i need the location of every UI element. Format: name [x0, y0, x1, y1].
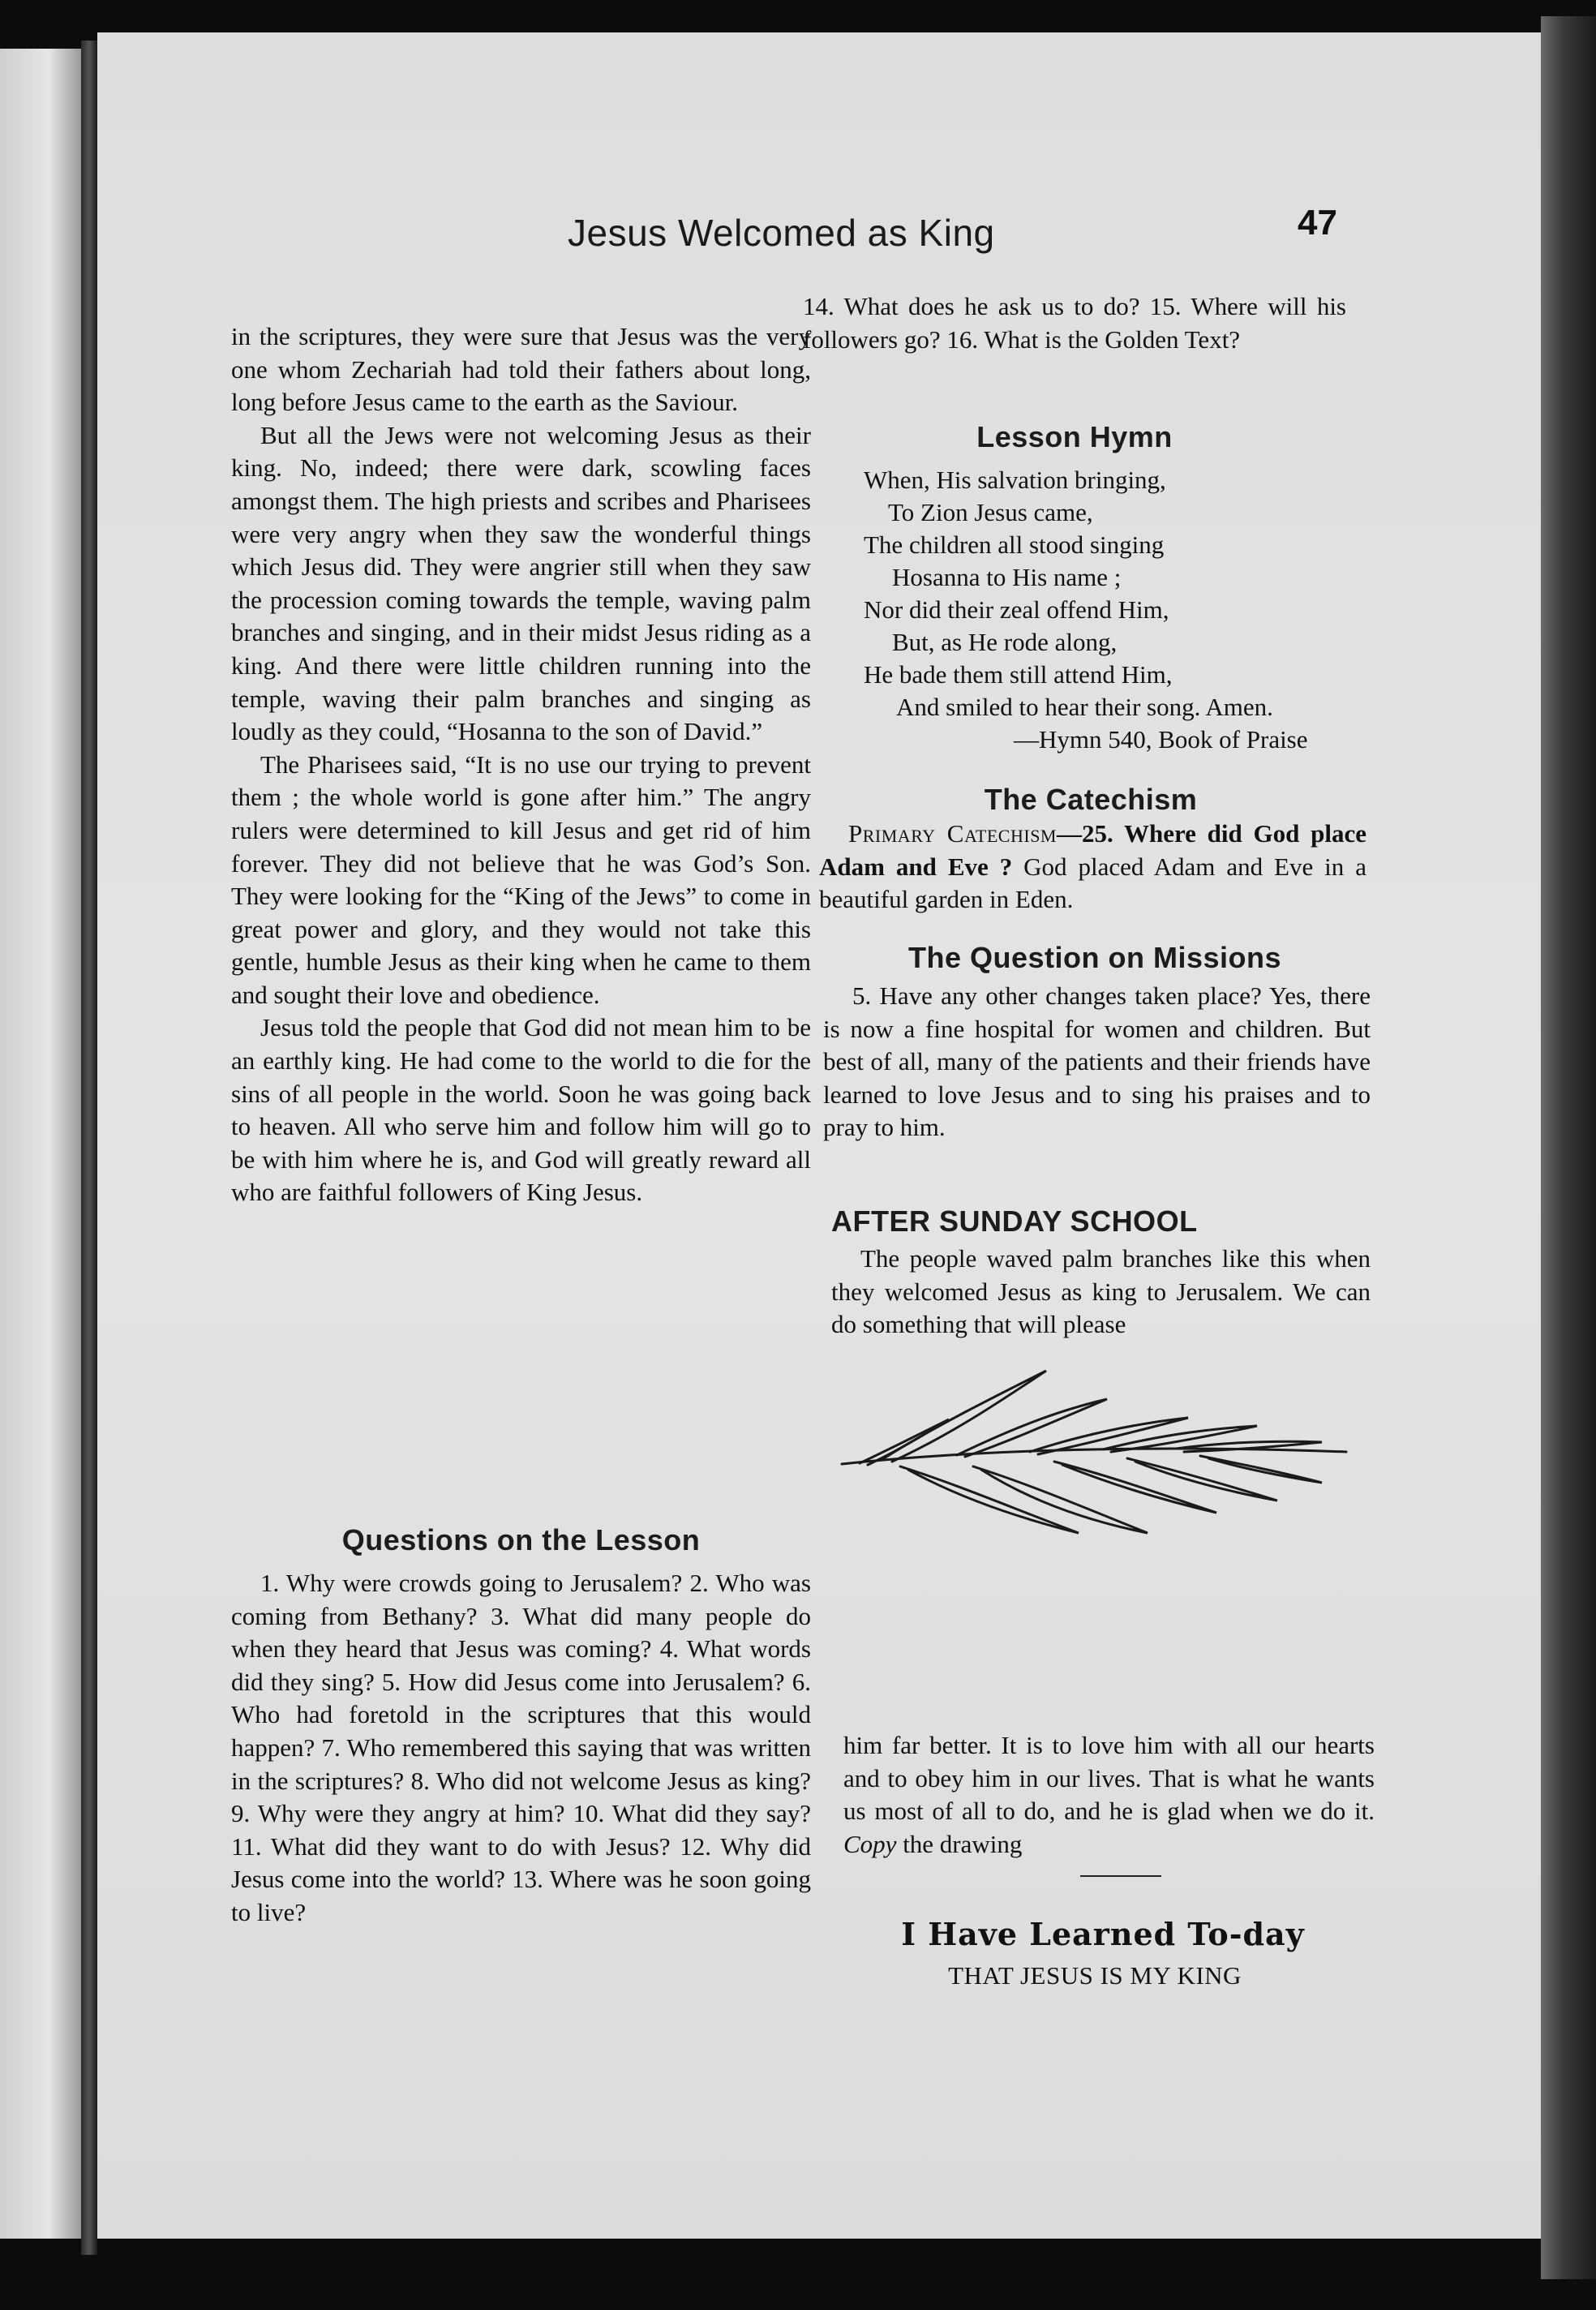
questions-heading: Questions on the Lesson	[341, 1523, 701, 1556]
questions-continued	[803, 290, 1346, 356]
after-text-bottom	[843, 1729, 1375, 1861]
after-block-bottom	[843, 1729, 1375, 1861]
hymn-line: To Zion Jesus came,	[888, 498, 1093, 526]
book-edge-right	[1541, 16, 1596, 2279]
left-column	[231, 320, 811, 1209]
divider-rule	[1080, 1875, 1161, 1877]
missions-text: 5. Have any other changes taken place? Yes, there is now a fine hospital for women and children. But best of all, many of the patients and their friends have learned to love Jesus and to sing his praises and to pray to him.	[823, 981, 1371, 1142]
after-block-top	[831, 1243, 1371, 1342]
hymn-heading: Lesson Hymn	[976, 420, 1173, 453]
questions-continued-text: 14. What does he ask us to do? 15. Where will his followers go? 16. What is the Golden Text?	[803, 292, 1346, 354]
questions-list	[231, 1567, 811, 1930]
after-copy-word: Copy	[843, 1829, 897, 1858]
book-spine	[81, 41, 97, 2255]
hymn-verse	[864, 464, 1366, 723]
hymn-line: And smiled to hear their song. Amen.	[896, 693, 1273, 721]
after-text-end: the drawing	[903, 1829, 1023, 1858]
hymn-line: The children all stood singing	[864, 530, 1165, 559]
questions-text: 1. Why were crowds going to Jerusalem? 2. Who was coming from Bethany? 3. What did many people do when they heard that Jesus was coming? 4. What words did they sing? 5. How did Jesus come into Jerusalem? 6. Who had foretold in the scriptures that this would happen? 7. Who remembered this saying that was written in the scriptures? 8. Who did not welcome Jesus as king? 9. Why were they angry at him? 10. What did they say? 11. What did they want to do with Jesus? 12. Why did Jesus come into the world? 13. Where was he soon going to live?	[231, 1569, 811, 1926]
after-text-top: The people waved palm branches like this when they welcomed Jesus as king to Jerusalem. We can do something that will please	[831, 1244, 1371, 1339]
book-page	[97, 32, 1541, 2239]
after-sunday-school-heading: AFTER SUNDAY SCHOOL	[831, 1204, 1198, 1238]
running-head: Jesus Welcomed as King	[568, 212, 995, 254]
hymn-line: Nor did their zeal offend Him,	[864, 595, 1169, 624]
facing-page-edge	[0, 49, 81, 2239]
learned-today-text: THAT JESUS IS MY KING	[948, 1961, 1242, 1990]
hymn-line: Hosanna to His name ;	[892, 563, 1122, 591]
catechism-answer: God placed Adam and Eve in a beautiful garden in Eden.	[819, 852, 1367, 914]
learned-today-heading: I Have Learned To-day	[901, 1916, 1305, 1952]
hymn-line: When, His salvation bringing,	[864, 466, 1166, 494]
palm-branch-icon	[835, 1363, 1354, 1557]
paragraph-continued: in the scriptures, they were sure that Jesus was the very one whom Zechariah had told their fathers about long, long before Jesus came to the earth as the Saviour.	[231, 322, 811, 417]
catechism-paragraph	[819, 818, 1366, 917]
missions-block	[823, 980, 1371, 1144]
catechism-heading: The Catechism	[984, 783, 1198, 816]
page-number: 47	[1298, 203, 1337, 243]
hymn-line: He bade them still attend Him,	[864, 660, 1173, 689]
catechism-block	[819, 818, 1366, 917]
hymn-line: But, as He rode along,	[892, 628, 1118, 656]
paragraph-pharisees-angry: But all the Jews were not welcoming Jesus as their king. No, indeed; there were dark, scowling faces amongst them. The high priests and scribes and Pharisees were very angry when they saw the wonderful things which Jesus did. They were angrier still when they saw the procession coming towards the temple, waving palm branches and singing, and in their midst Jesus riding as a king. And there were little children running into the temple, waving their palm branches and singing as loudly as they could, “Hosanna to the son of David.”	[231, 420, 811, 746]
missions-heading: The Question on Missions	[907, 941, 1282, 974]
hymn-source: —Hymn 540, Book of Praise	[1014, 725, 1308, 754]
paragraph-earthly-king: Jesus told the people that God did not mean him to be an earthly king. He had come to the world to die for the sins of all people in the world. Soon he was going back to heaven. All who serve him and follow him will go to be with him where he is, and God will greatly reward all who are faithful followers of King Jesus.	[231, 1013, 811, 1207]
after-text-main: him far better. It is to love him with all our hearts and to obey him in our lives. That is what he wants us most of all to do, and he is glad when we do it.	[843, 1731, 1375, 1826]
paragraph-rulers: The Pharisees said, “It is no use our trying to prevent them ; the whole world is gone after him.” The angry rulers were determined to kill Jesus and get rid of him forever. They did not believe that he was God’s Son. They were looking for the “King of the Jews” to come in great power and glory, and they would not take this gentle, humble Jesus as their king when he came to them and sought their love and obedience.	[231, 749, 811, 1009]
catechism-label: Primary Catechism	[848, 819, 1057, 848]
catechism-question: —25. Where did God place Adam and Eve ?	[819, 819, 1367, 881]
